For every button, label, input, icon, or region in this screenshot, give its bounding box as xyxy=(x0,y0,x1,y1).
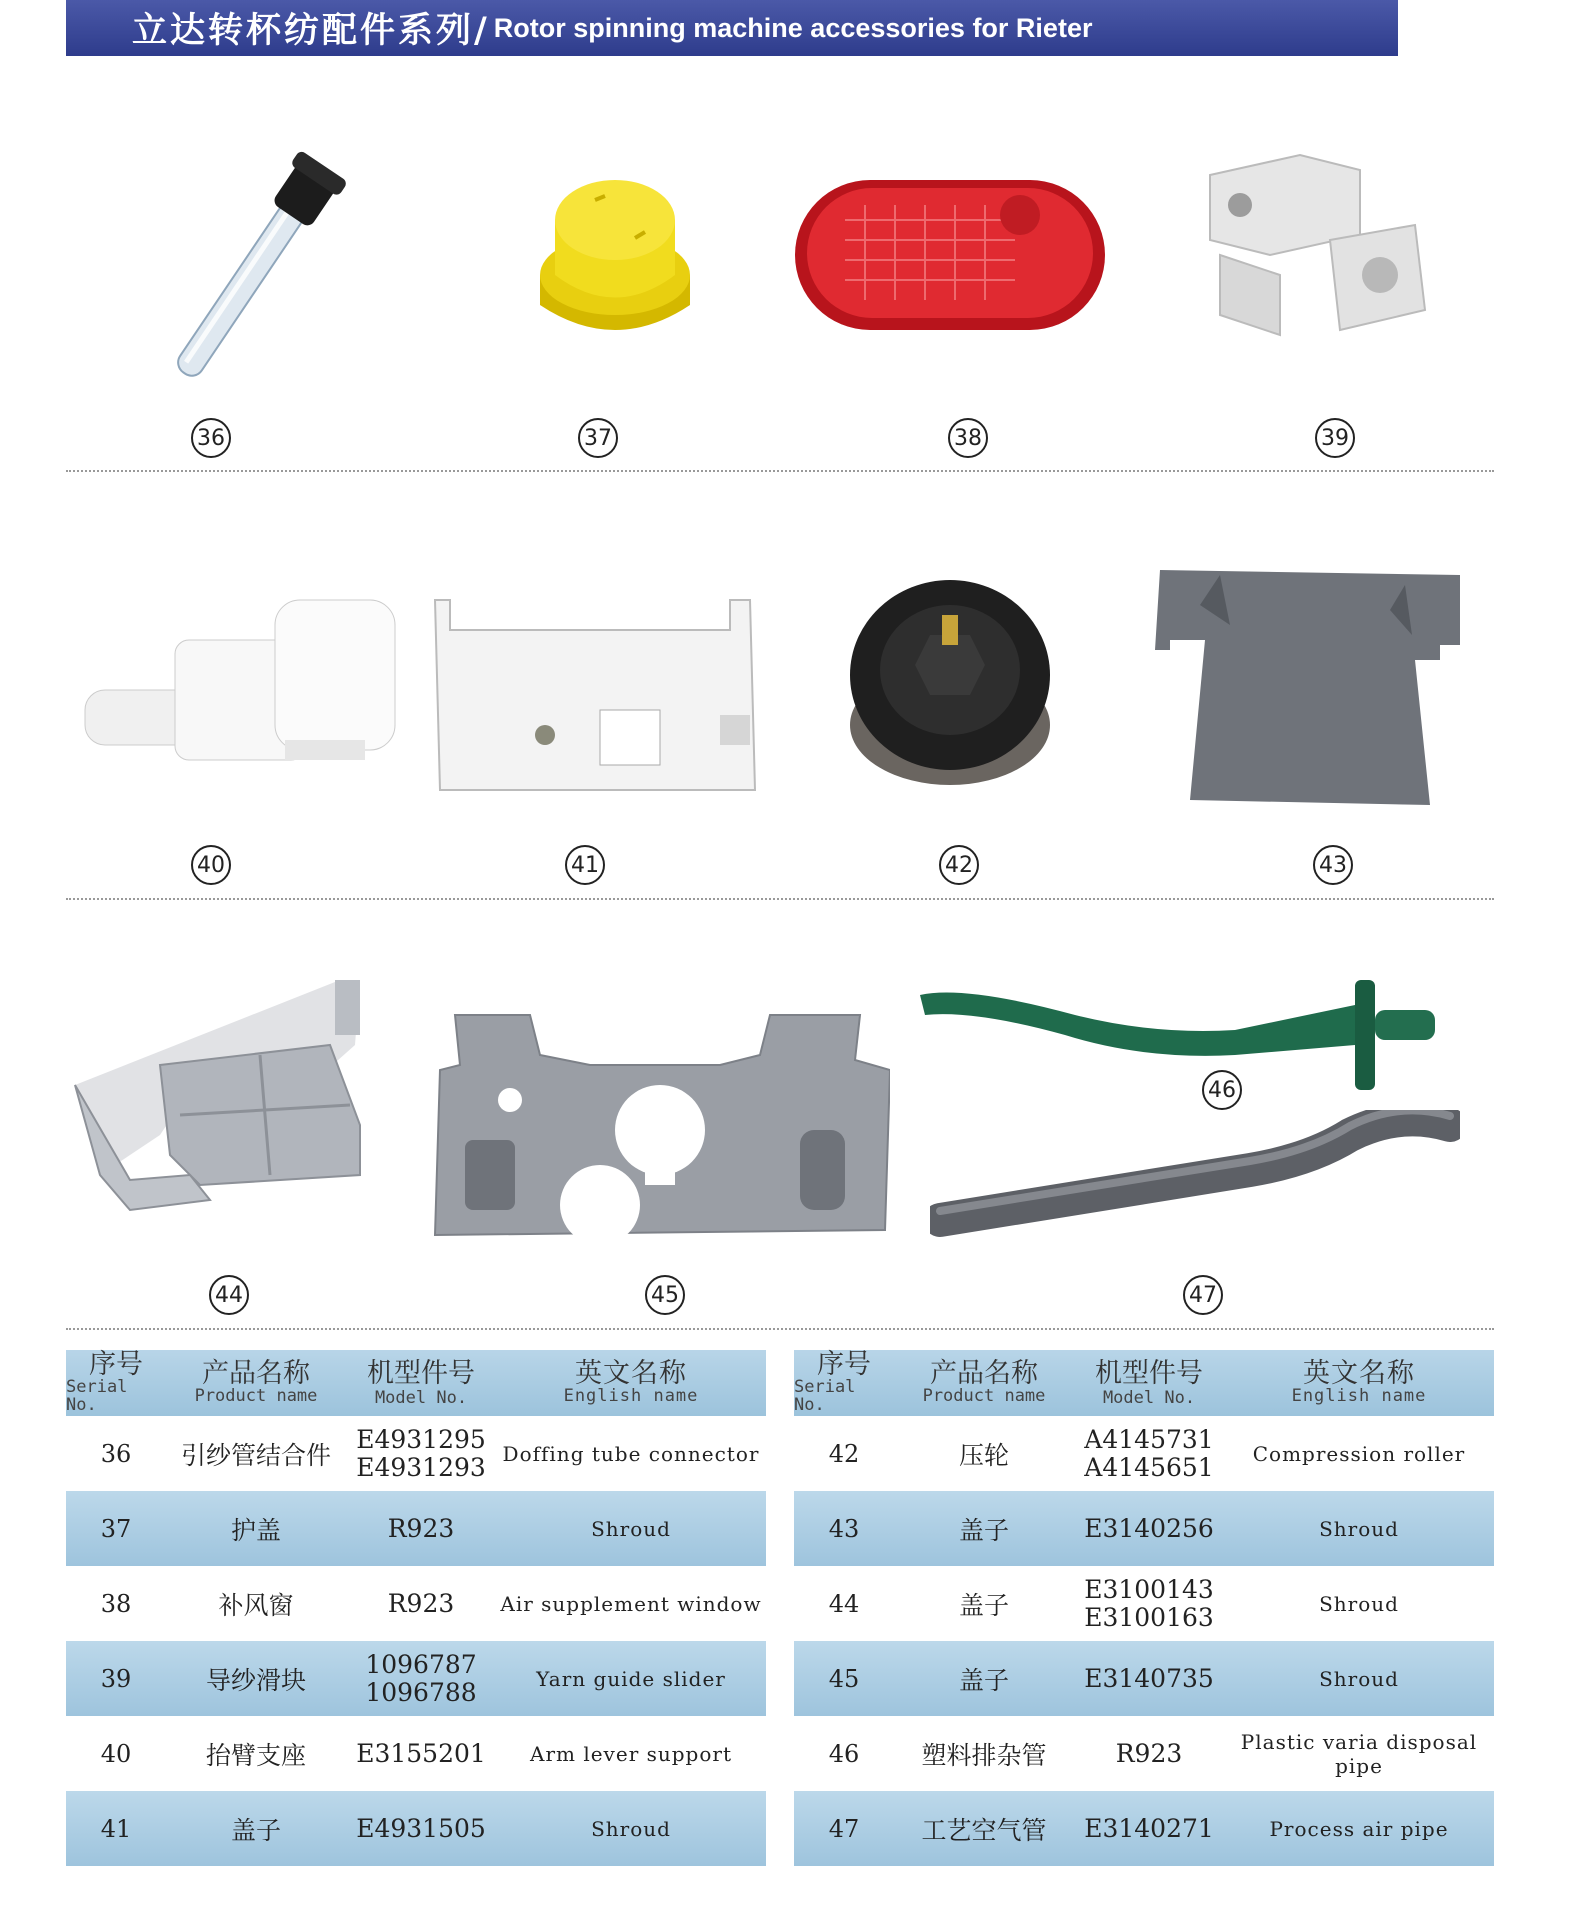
header-model-en: Model No. xyxy=(374,1387,468,1408)
model-line: A4145731 xyxy=(1084,1425,1214,1454)
english-name-cell: Shroud xyxy=(1319,1666,1399,1691)
header-english-en: English name xyxy=(563,1386,699,1407)
product-name-cell: 补风窗 xyxy=(218,1590,294,1620)
model-cell xyxy=(346,1515,496,1543)
product-name-cell: 盖子 xyxy=(230,1815,281,1845)
serial-cell: 36 xyxy=(100,1439,132,1468)
model-cell xyxy=(346,1740,496,1768)
header-english-cn: 英文名称 xyxy=(575,1357,687,1389)
product-name-cell: 压轮 xyxy=(958,1440,1009,1470)
product-image-39 xyxy=(1190,125,1440,355)
table-row xyxy=(66,1791,766,1866)
table-row xyxy=(66,1641,766,1716)
header-model-en: Model No. xyxy=(1102,1387,1196,1408)
serial-badge-47: 47 xyxy=(1183,1275,1223,1315)
model-line: E4931505 xyxy=(356,1813,486,1843)
model-cell xyxy=(1074,1665,1224,1693)
table-row xyxy=(66,1566,766,1641)
parts-table-left xyxy=(66,1350,766,1866)
table-row xyxy=(66,1416,766,1491)
separator-line xyxy=(66,470,1494,472)
product-image-40 xyxy=(75,580,415,780)
serial-cell: 41 xyxy=(100,1814,132,1843)
model-line: E4931293 xyxy=(356,1452,486,1482)
serial-cell: 45 xyxy=(828,1664,860,1693)
model-cell xyxy=(346,1426,496,1481)
model-line: A4145651 xyxy=(1084,1452,1214,1482)
serial-badge-36: 36 xyxy=(191,418,231,458)
english-name-cell: Air supplement window xyxy=(500,1591,762,1616)
product-name-cell: 工艺空气管 xyxy=(921,1815,1047,1845)
serial-badge-39: 39 xyxy=(1315,418,1355,458)
header-model-cn: 机型件号 xyxy=(1095,1357,1203,1389)
model-line: E3140735 xyxy=(1084,1663,1214,1693)
english-name-cell: Compression roller xyxy=(1252,1441,1466,1466)
table-header xyxy=(794,1350,1494,1416)
header-serial-en: Serial No. xyxy=(794,1377,856,1416)
serial-cell: 37 xyxy=(100,1514,132,1543)
header-serial-cn: 序号 xyxy=(89,1348,143,1380)
serial-cell: 38 xyxy=(100,1589,132,1618)
product-name-cell: 护盖 xyxy=(230,1515,281,1545)
model-cell xyxy=(1074,1576,1224,1631)
serial-cell: 42 xyxy=(828,1439,860,1468)
english-name-cell: Shroud xyxy=(1319,1591,1399,1616)
serial-badge-37: 37 xyxy=(578,418,618,458)
model-line: R923 xyxy=(387,1513,455,1543)
model-line: E3100143 xyxy=(1084,1575,1214,1604)
model-cell xyxy=(1074,1515,1224,1543)
header-product-en: Product name xyxy=(194,1386,318,1407)
model-line: E3140271 xyxy=(1084,1813,1214,1843)
model-cell xyxy=(1074,1426,1224,1481)
header-serial-cn: 序号 xyxy=(817,1348,871,1380)
title-english: Rotor spinning machine accessories for Rieter xyxy=(493,12,1093,43)
title-banner xyxy=(66,0,1398,56)
serial-cell: 39 xyxy=(100,1664,132,1693)
product-image-38 xyxy=(785,150,1115,350)
product-image-46 xyxy=(915,975,1445,1095)
header-product xyxy=(166,1350,346,1416)
product-name-cell: 导纱滑块 xyxy=(205,1665,306,1695)
product-image-41 xyxy=(430,590,760,800)
english-name-cell: Process air pipe xyxy=(1269,1816,1449,1841)
table-row xyxy=(794,1716,1494,1791)
product-name-cell: 盖子 xyxy=(958,1665,1009,1695)
product-name-cell: 盖子 xyxy=(958,1515,1009,1545)
product-image-37 xyxy=(515,160,715,360)
serial-cell: 44 xyxy=(828,1589,860,1618)
table-row xyxy=(794,1416,1494,1491)
header-english-cn: 英文名称 xyxy=(1303,1357,1415,1389)
english-name-cell: Shroud xyxy=(1319,1516,1399,1541)
header-english xyxy=(1224,1350,1494,1416)
product-image-47 xyxy=(930,1110,1460,1260)
title-chinese: 立达转杯纺配件系列/ xyxy=(132,11,490,51)
header-product-cn: 产品名称 xyxy=(930,1357,1038,1389)
english-name-cell: Arm lever support xyxy=(530,1741,732,1766)
model-cell xyxy=(346,1590,496,1618)
product-image-42 xyxy=(840,575,1060,795)
product-name-cell: 盖子 xyxy=(958,1590,1009,1620)
serial-badge-46: 46 xyxy=(1202,1070,1242,1110)
table-header xyxy=(66,1350,766,1416)
model-line: 1096788 xyxy=(365,1677,477,1707)
separator-line xyxy=(66,898,1494,900)
header-product xyxy=(894,1350,1074,1416)
model-cell xyxy=(346,1815,496,1843)
product-name-cell: 抬臂支座 xyxy=(205,1740,306,1770)
table-row xyxy=(794,1791,1494,1866)
serial-cell: 46 xyxy=(828,1739,860,1768)
header-product-cn: 产品名称 xyxy=(202,1357,310,1389)
model-line: 1096787 xyxy=(365,1650,477,1679)
model-line: E3100163 xyxy=(1084,1602,1214,1632)
product-image-43 xyxy=(1150,565,1470,810)
table-row xyxy=(794,1491,1494,1566)
header-english xyxy=(496,1350,766,1416)
model-line: E4931295 xyxy=(356,1425,486,1454)
header-serial xyxy=(794,1350,894,1416)
english-name-cell: Yarn guide slider xyxy=(536,1666,726,1691)
model-cell xyxy=(1074,1740,1224,1768)
header-model xyxy=(346,1350,496,1416)
header-model xyxy=(1074,1350,1224,1416)
model-cell xyxy=(346,1651,496,1706)
separator-line xyxy=(66,1328,1494,1330)
model-line: R923 xyxy=(387,1588,455,1618)
serial-cell: 47 xyxy=(828,1814,860,1843)
serial-badge-42: 42 xyxy=(939,845,979,885)
english-name-cell: Plastic varia disposal pipe xyxy=(1240,1729,1478,1778)
english-name-cell: Doffing tube connector xyxy=(502,1441,760,1466)
product-image-44 xyxy=(70,975,370,1215)
product-image-36 xyxy=(110,150,400,390)
serial-badge-45: 45 xyxy=(645,1275,685,1315)
header-english-en: English name xyxy=(1291,1386,1427,1407)
serial-badge-44: 44 xyxy=(209,1275,249,1315)
serial-badge-40: 40 xyxy=(191,845,231,885)
english-name-cell: Shroud xyxy=(591,1816,671,1841)
model-line: R923 xyxy=(1115,1738,1183,1768)
model-line: E3140256 xyxy=(1084,1513,1214,1543)
serial-cell: 40 xyxy=(100,1739,132,1768)
english-name-cell: Shroud xyxy=(591,1516,671,1541)
serial-badge-41: 41 xyxy=(565,845,605,885)
model-line: E3155201 xyxy=(356,1738,486,1768)
header-product-en: Product name xyxy=(922,1386,1046,1407)
header-serial-en: Serial No. xyxy=(66,1377,128,1416)
table-row xyxy=(794,1566,1494,1641)
serial-badge-43: 43 xyxy=(1313,845,1353,885)
product-image-45 xyxy=(430,1010,890,1240)
parts-table-right xyxy=(794,1350,1494,1866)
table-row xyxy=(66,1716,766,1791)
serial-badge-38: 38 xyxy=(948,418,988,458)
serial-cell: 43 xyxy=(828,1514,860,1543)
header-model-cn: 机型件号 xyxy=(367,1357,475,1389)
product-name-cell: 塑料排杂管 xyxy=(921,1740,1047,1770)
product-name-cell: 引纱管结合件 xyxy=(180,1440,331,1470)
header-serial xyxy=(66,1350,166,1416)
model-cell xyxy=(1074,1815,1224,1843)
table-row xyxy=(794,1641,1494,1716)
table-row xyxy=(66,1491,766,1566)
